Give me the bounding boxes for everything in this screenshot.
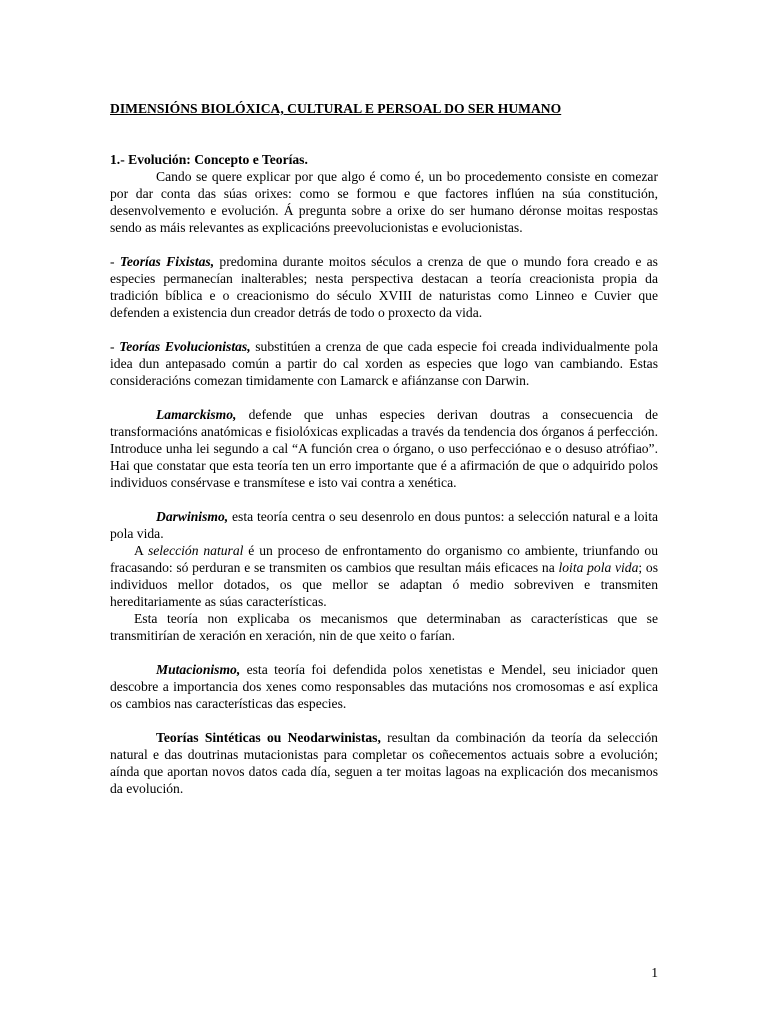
fixistas-prefix: -	[110, 254, 120, 269]
darwinismo-p2-b: é un proceso de enfrontamento do organismo co ambiente, triunfando ou fracasando: só perduran e se transmiten os cambios que resultan máis eficaces na	[110, 543, 658, 575]
evolucionistas-paragraph	[110, 338, 658, 389]
fixistas-text: predomina durante moitos séculos a crenza de que o mundo fora creado e as especies permanecían inalterables; nesta perspectiva destacan a teoría creacionista propia da tradición bíblica e o creacionismo do século XVIII de naturistas como Linneo e Cuvier que defenden a existencia dun creador detrás de todo o proxecto da vida.	[110, 254, 658, 320]
lamarckismo-text: defende que unhas especies derivan doutras a consecuencia de transformacións anatómicas e fisiolóxicas explicadas a través da tendencia dos órganos á perfección. Introduce unha lei segundo a cal “A función crea o órgano, o uso perfecciónao e o desuso atrófiao”. Hai que constatar que esta teoría ten un erro importante que é a afirmación de que o adquirido polos individuos consérvase e transmítese e isto vai contra a xenética.	[110, 407, 658, 490]
evolucionistas-term: Teorías Evolucionistas,	[119, 339, 251, 354]
document-page	[110, 100, 658, 797]
darwinismo-text: esta teoría centra o seu desenrolo en dous puntos: a selección natural e a loita pola vida.	[110, 509, 658, 541]
fixistas-term: Teorías Fixistas,	[119, 254, 215, 269]
darwinismo-term: Darwinismo,	[156, 509, 229, 524]
fixistas-paragraph	[110, 253, 658, 321]
sinteticas-term: Teorías Sintéticas ou Neodarwinistas,	[156, 730, 381, 745]
darwinismo-p2-a: A	[134, 543, 148, 558]
loita-pola-vida-term: loita pola vida	[558, 560, 639, 575]
darwinismo-p2-c: ; os individuos mellor dotados, os que mellor se adaptan ó medio sobreviven e transmiten hereditariamente as súas características.	[110, 560, 658, 609]
document-title: DIMENSIÓNS BIOLÓXICA, CULTURAL E PERSOAL DO SER HUMANO	[110, 101, 562, 116]
mutacionismo-paragraph	[110, 661, 658, 712]
mutacionismo-text: esta teoría foi defendida polos xenetistas e Mendel, seu iniciador quen descobre a importancia dos xenes como responsables das mutacións nos cromosomas e así explica os cambios nas características das especies.	[110, 662, 658, 711]
intro-paragraph: Cando se quere explicar por que algo é como é, un bo procedemento consiste en comezar por dar conta das súas orixes: como se formou e que factores inflúen na súa constitución, desenvolvemento e evolución. Á pregunta sobre a orixe do ser humano déronse moitas respostas sendo as máis relevantes as explicacións preevolucionistas e evolucionistas.	[110, 169, 658, 235]
lamarckismo-term: Lamarckismo,	[156, 407, 237, 422]
mutacionismo-term: Mutacionismo,	[156, 662, 241, 677]
darwinismo-paragraph	[110, 508, 658, 542]
section-heading: 1.- Evolución: Concepto e Teorías.	[110, 152, 308, 167]
darwinismo-limitation-paragraph: Esta teoría non explicaba os mecanismos que determinaban as características que se transmitirían de xeración en xeración, nin de que xeito o farían.	[110, 611, 658, 643]
seleccion-natural-term: selección natural	[147, 543, 244, 558]
evolucionistas-text: substitúen a crenza de que cada especie foi creada individualmente pola idea dun antepasado común a partir do cal xorden as especies que logo van cambiando. Estas consideracións comezan timidamente con Lamarck e afiánzanse con Darwin.	[110, 339, 658, 388]
evolucionistas-prefix: -	[110, 339, 120, 354]
lamarckismo-paragraph	[110, 406, 658, 491]
sinteticas-text: resultan da combinación da teoría da selección natural e das doutrinas mutacionistas para completar os coñecementos actuais sobre a evolución; aínda que aportan novos datos cada día, seguen a ter moitas lagoas na explicación dos mecanismos da evolución.	[110, 730, 658, 796]
page-number: 1	[651, 965, 658, 980]
sinteticas-paragraph	[110, 729, 658, 797]
seleccion-natural-paragraph	[110, 542, 658, 610]
